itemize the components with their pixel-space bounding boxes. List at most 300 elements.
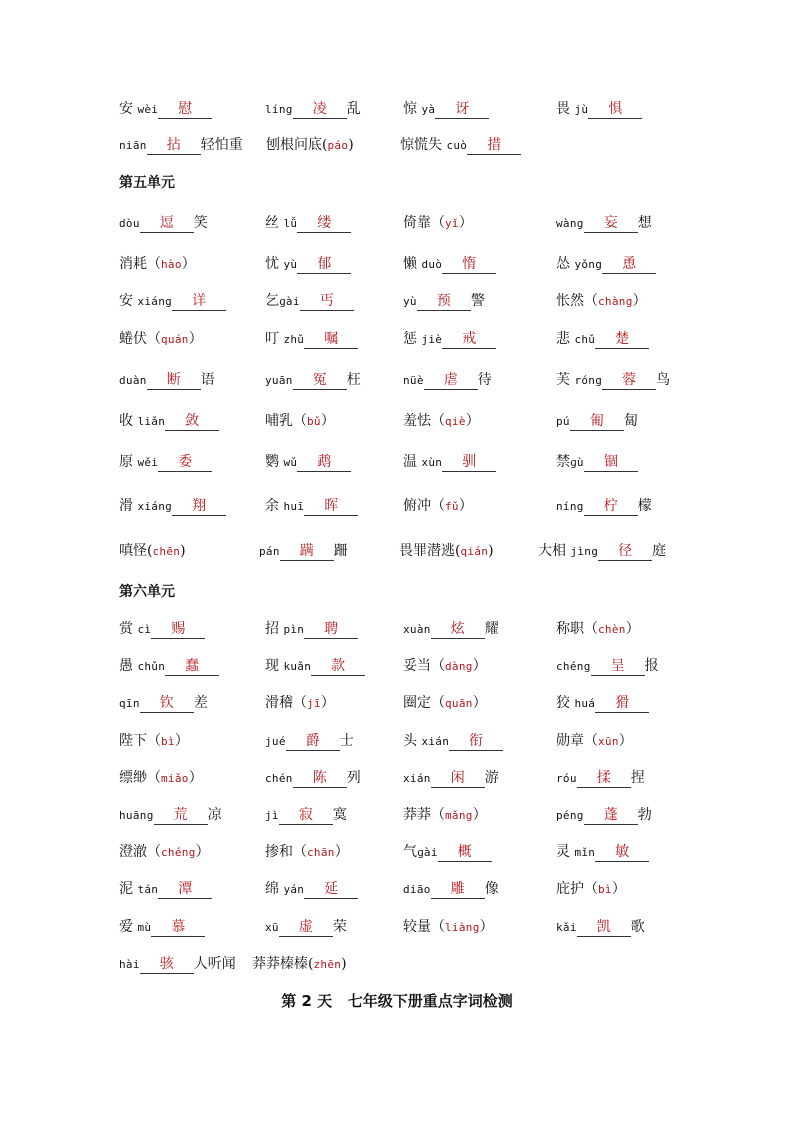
vocab-prefix: 畏: [556, 101, 575, 117]
pinyin: jué: [265, 735, 286, 748]
pinyin: péng: [556, 809, 584, 822]
pinyin: mǎng: [445, 809, 473, 822]
answer-blank: 丐: [300, 293, 354, 311]
vocab-prefix: 现: [265, 658, 284, 674]
pinyin: bǔ: [307, 415, 321, 428]
vocab-item: [556, 767, 645, 790]
vocab-item: [403, 841, 492, 864]
answer-blank: 蓉: [602, 372, 656, 390]
vocab-prefix: 羞怯（: [403, 413, 445, 429]
vocab-suffix: 像: [484, 881, 499, 897]
pinyin: yǒng: [574, 258, 603, 271]
vocab-item: [119, 451, 212, 474]
vocab-suffix: 人听闻: [193, 956, 236, 972]
vocab-prefix: 安: [119, 293, 138, 309]
vocab-suffix: 笑: [193, 215, 208, 231]
pinyin: páo: [327, 139, 349, 152]
pinyin: hài: [119, 958, 140, 971]
vocab-prefix: 原: [119, 454, 138, 470]
pinyin: yán: [283, 883, 305, 896]
vocab-suffix: 乱: [346, 101, 361, 117]
answer-blank: 炫: [431, 621, 485, 639]
vocab-prefix: 嗔怪(: [119, 543, 153, 559]
vocab-item: [119, 134, 243, 157]
vocab-suffix: 游: [484, 770, 499, 786]
vocab-item: [556, 916, 645, 939]
pinyin: jù: [574, 103, 589, 116]
vocab-item: [556, 655, 659, 678]
vocab-item: [556, 730, 633, 753]
vocab-row: [0, 953, 794, 975]
vocab-item: [556, 98, 642, 121]
vocab-suffix: 檬: [637, 498, 652, 514]
pinyin: niān: [119, 139, 147, 152]
vocab-prefix: 丝: [265, 215, 284, 231]
vocab-item: [119, 212, 208, 235]
vocab-prefix: 滑: [119, 498, 138, 514]
vocab-suffix: 待: [477, 372, 492, 388]
vocab-prefix: 愚: [119, 658, 138, 674]
vocab-item: [265, 212, 351, 235]
vocab-suffix: ）: [632, 293, 647, 309]
vocab-item: [556, 692, 649, 715]
pinyin: xuàn: [403, 623, 431, 636]
vocab-suffix: 鸟: [656, 372, 671, 388]
pinyin: wǔ: [283, 456, 298, 469]
vocab-item: [252, 953, 347, 976]
pinyin: qīn: [119, 697, 140, 710]
pinyin: fǔ: [445, 500, 459, 513]
page-footer-title: 第 2 天 七年级下册重点字词检测: [281, 992, 513, 1010]
answer-blank: 径: [598, 543, 652, 561]
answer-blank: 潭: [158, 881, 212, 899]
answer-blank: 详: [172, 293, 226, 311]
pinyin: wàng: [556, 217, 584, 230]
vocab-item: [556, 253, 656, 276]
answer-blank: 呈: [591, 658, 645, 676]
vocab-prefix: 庇护（: [556, 881, 598, 897]
answer-blank: 委: [158, 454, 212, 472]
pinyin: pú: [556, 415, 570, 428]
vocab-item: [403, 692, 487, 715]
vocab-item: [556, 804, 652, 827]
vocab-item: [265, 767, 361, 790]
pinyin: ɡài: [279, 295, 300, 308]
answer-blank: 措: [467, 137, 521, 155]
answer-blank: 慰: [158, 101, 212, 119]
answer-blank: 衔: [449, 733, 503, 751]
vocab-row: [0, 410, 794, 432]
vocab-suffix: ）: [195, 844, 210, 860]
vocab-suffix: 报: [644, 658, 659, 674]
vocab-item: [538, 540, 666, 563]
answer-blank: 翔: [172, 498, 226, 516]
vocab-suffix: 轻怕重: [200, 137, 243, 153]
answer-blank: 锢: [584, 454, 638, 472]
vocab-item: [265, 253, 351, 276]
vocab-item: [265, 98, 361, 121]
vocab-prefix: 哺乳（: [265, 413, 307, 429]
pinyin: kuǎn: [283, 660, 312, 673]
vocab-suffix: 勃: [637, 807, 652, 823]
pinyin: quán: [161, 333, 189, 346]
vocab-item: [265, 692, 335, 715]
vocab-item: [119, 804, 222, 827]
vocab-row: [0, 212, 794, 234]
pinyin: pìn: [283, 623, 305, 636]
pinyin: yù: [283, 258, 298, 271]
vocab-item: [265, 804, 347, 827]
answer-blank: 钦: [140, 695, 194, 713]
pinyin: liǎn: [137, 415, 166, 428]
vocab-prefix: 勋章（: [556, 733, 598, 749]
vocab-suffix: 语: [200, 372, 215, 388]
pinyin: xùn: [421, 456, 443, 469]
vocab-item: [556, 369, 670, 392]
vocab-item: [556, 451, 638, 474]
vocab-suffix: ）: [472, 658, 487, 674]
pinyin: xūn: [598, 735, 619, 748]
answer-blank: 延: [304, 881, 358, 899]
vocab-item: [119, 369, 215, 392]
pinyin: tán: [137, 883, 159, 896]
answer-blank: 赐: [151, 621, 205, 639]
vocab-prefix: 刨根问底(: [266, 137, 328, 153]
answer-blank: 慕: [151, 919, 205, 937]
vocab-prefix: 大相: [538, 543, 571, 559]
vocab-suffix: 枉: [346, 372, 361, 388]
vocab-item: [119, 253, 196, 276]
vocab-item: [265, 410, 335, 433]
answer-blank: 柠: [584, 498, 638, 516]
pinyin: jī: [307, 697, 321, 710]
vocab-prefix: 乞: [265, 293, 279, 309]
vocab-item: [556, 328, 649, 351]
vocab-prefix: 怅然（: [556, 293, 598, 309]
vocab-prefix: 赏: [119, 621, 138, 637]
vocab-row: [0, 878, 794, 900]
vocab-prefix: 懒: [403, 256, 422, 272]
vocab-suffix: 耀: [484, 621, 499, 637]
answer-blank: 概: [438, 844, 492, 862]
vocab-item: [556, 618, 640, 641]
vocab-row: [0, 495, 794, 517]
pinyin: chéng: [556, 660, 591, 673]
answer-blank: 揉: [577, 770, 631, 788]
pinyin: wěi: [137, 456, 159, 469]
vocab-suffix: ）: [174, 733, 189, 749]
vocab-row: [0, 540, 794, 562]
vocab-suffix: ）: [465, 413, 480, 429]
vocab-suffix: ): [180, 543, 186, 559]
vocab-item: [265, 328, 358, 351]
vocab-suffix: 匐: [623, 413, 638, 429]
vocab-row: [0, 841, 794, 863]
vocab-item: [400, 134, 521, 157]
vocab-suffix: ）: [611, 881, 626, 897]
answer-blank: 爵: [286, 733, 340, 751]
vocab-suffix: ）: [188, 331, 203, 347]
vocab-suffix: 荣: [332, 919, 347, 935]
answer-blank: 闲: [431, 770, 485, 788]
vocab-prefix: 余: [265, 498, 284, 514]
answer-blank: 蓬: [584, 807, 638, 825]
vocab-item: [119, 767, 203, 790]
vocab-suffix: ）: [472, 807, 487, 823]
vocab-item: [119, 410, 219, 433]
pinyin: yà: [421, 103, 436, 116]
vocab-item: [403, 369, 492, 392]
vocab-prefix: 狡: [556, 695, 575, 711]
vocab-item: [403, 804, 487, 827]
vocab-prefix: 蜷伏（: [119, 331, 161, 347]
vocab-suffix: 凉: [207, 807, 222, 823]
pinyin: duò: [421, 258, 443, 271]
pinyin: bì: [598, 883, 612, 896]
pinyin: xiáng: [137, 295, 173, 308]
vocab-row: [0, 916, 794, 938]
pinyin: ɡù: [570, 456, 584, 469]
pinyin: cuò: [446, 139, 468, 152]
pinyin: chēn: [152, 545, 181, 558]
vocab-item: [265, 495, 358, 518]
vocab-item: [403, 253, 496, 276]
vocab-prefix: 绵: [265, 881, 284, 897]
answer-blank: 寂: [279, 807, 333, 825]
vocab-item: [265, 916, 347, 939]
vocab-item: [119, 98, 212, 121]
pinyin: róu: [556, 772, 577, 785]
vocab-prefix: 滑稽（: [265, 695, 307, 711]
pinyin: yù: [403, 295, 417, 308]
pinyin: chǔn: [137, 660, 166, 673]
pinyin: dòu: [119, 217, 140, 230]
answer-blank: 讶: [435, 101, 489, 119]
vocab-item: [119, 953, 236, 976]
vocab-prefix: 掺和（: [265, 844, 307, 860]
vocab-suffix: 庭: [652, 543, 667, 559]
pinyin: huá: [574, 697, 596, 710]
pinyin: huī: [283, 500, 305, 513]
vocab-row: [0, 98, 794, 120]
pinyin: róng: [574, 374, 603, 387]
pinyin: miǎo: [161, 772, 189, 785]
vocab-prefix: 头: [403, 733, 422, 749]
vocab-prefix: 收: [119, 413, 138, 429]
answer-blank: 楚: [595, 331, 649, 349]
pinyin: pán: [259, 545, 280, 558]
pinyin: xū: [265, 921, 279, 934]
pinyin: dàng: [445, 660, 473, 673]
answer-blank: 匍: [570, 413, 624, 431]
answer-blank: 戒: [442, 331, 496, 349]
vocab-item: [403, 618, 499, 641]
answer-blank: 惧: [588, 101, 642, 119]
pinyin: zhǔ: [283, 333, 305, 346]
vocab-item: [119, 916, 205, 939]
vocab-suffix: ）: [458, 215, 473, 231]
unit-heading: 第五单元: [119, 175, 175, 191]
answer-blank: 蠢: [165, 658, 219, 676]
vocab-row: [0, 134, 794, 156]
vocab-item: [265, 878, 358, 901]
pinyin: ɡài: [417, 846, 438, 859]
vocab-prefix: 莽莽（: [403, 807, 445, 823]
answer-blank: 款: [311, 658, 365, 676]
pinyin: liàng: [445, 921, 480, 934]
vocab-item: [556, 495, 652, 518]
answer-blank: 恿: [602, 256, 656, 274]
vocab-prefix: 倚靠（: [403, 215, 445, 231]
pinyin: chàng: [598, 295, 633, 308]
answer-blank: 惰: [442, 256, 496, 274]
vocab-suffix: ）: [458, 498, 473, 514]
answer-blank: 预: [417, 293, 471, 311]
answer-blank: 敏: [595, 844, 649, 862]
answer-blank: 敛: [165, 413, 219, 431]
vocab-prefix: 气: [403, 844, 417, 860]
vocab-prefix: 爱: [119, 919, 138, 935]
vocab-item: [119, 878, 212, 901]
vocab-prefix: 灵: [556, 844, 575, 860]
answer-blank: 雕: [431, 881, 485, 899]
answer-blank: 荒: [154, 807, 208, 825]
vocab-suffix: ）: [618, 733, 633, 749]
pinyin: wèi: [137, 103, 159, 116]
vocab-prefix: 妥当（: [403, 658, 445, 674]
vocab-item: [119, 841, 210, 864]
vocab-prefix: 禁: [556, 454, 570, 470]
answer-blank: 猾: [595, 695, 649, 713]
vocab-prefix: 叮: [265, 331, 284, 347]
vocab-item: [119, 730, 189, 753]
pinyin: nüè: [403, 374, 424, 387]
answer-blank: 鹉: [297, 454, 351, 472]
pinyin: líng: [265, 103, 293, 116]
vocab-item: [403, 212, 473, 235]
pinyin: chǔ: [574, 333, 596, 346]
vocab-row: [0, 692, 794, 714]
answer-blank: 驯: [442, 454, 496, 472]
vocab-item: [403, 730, 503, 753]
vocab-prefix: 陛下（: [119, 733, 161, 749]
answer-blank: 虚: [279, 919, 333, 937]
answer-blank: 凯: [577, 919, 631, 937]
vocab-item: [265, 451, 351, 474]
vocab-item: [265, 618, 358, 641]
vocab-row: [0, 655, 794, 677]
vocab-prefix: 消耗（: [119, 256, 161, 272]
answer-blank: 晖: [304, 498, 358, 516]
vocab-item: [556, 290, 647, 313]
vocab-prefix: 惩: [403, 331, 422, 347]
answer-blank: 妄: [584, 215, 638, 233]
vocab-prefix: 鹦: [265, 454, 284, 470]
vocab-row: [0, 253, 794, 275]
vocab-item: [403, 767, 499, 790]
pinyin: xián: [403, 772, 431, 785]
pinyin: jì: [265, 809, 279, 822]
pinyin: lǚ: [283, 217, 298, 230]
vocab-item: [265, 730, 354, 753]
vocab-item: [403, 495, 473, 518]
vocab-item: [556, 212, 652, 235]
answer-blank: 拈: [147, 137, 201, 155]
vocab-suffix: ）: [334, 844, 349, 860]
pinyin: diāo: [403, 883, 431, 896]
vocab-suffix: 差: [193, 695, 208, 711]
vocab-suffix: 捏: [630, 770, 645, 786]
vocab-prefix: 畏罪潜逃(: [399, 543, 461, 559]
pinyin: cì: [137, 623, 152, 636]
pinyin: hào: [161, 258, 182, 271]
pinyin: jiè: [421, 333, 443, 346]
vocab-item: [556, 841, 649, 864]
vocab-item: [119, 495, 226, 518]
vocab-prefix: 较量（: [403, 919, 445, 935]
vocab-prefix: 泥: [119, 881, 138, 897]
vocab-suffix: 士: [339, 733, 354, 749]
pinyin: jìng: [570, 545, 599, 558]
vocab-suffix: ）: [181, 256, 196, 272]
pinyin: yuān: [265, 374, 293, 387]
vocab-item: [119, 692, 208, 715]
vocab-item: [403, 328, 496, 351]
vocab-suffix: ）: [188, 770, 203, 786]
pinyin: níng: [556, 500, 584, 513]
vocab-item: [119, 540, 186, 563]
vocab-item: [265, 655, 365, 678]
pinyin: mù: [137, 921, 152, 934]
pinyin: huāng: [119, 809, 154, 822]
vocab-item: [399, 540, 494, 563]
answer-blank: 凌: [293, 101, 347, 119]
pinyin: chān: [307, 846, 335, 859]
answer-blank: 聘: [304, 621, 358, 639]
vocab-suffix: ）: [479, 919, 494, 935]
answer-blank: 逗: [140, 215, 194, 233]
vocab-row: [0, 369, 794, 391]
vocab-item: [265, 369, 361, 392]
unit-heading: 第六单元: [119, 584, 175, 600]
answer-blank: 冤: [293, 372, 347, 390]
vocab-item: [119, 655, 219, 678]
pinyin: xián: [421, 735, 450, 748]
pinyin: zhēn: [313, 958, 342, 971]
pinyin: mǐn: [574, 846, 596, 859]
pinyin: yǐ: [445, 217, 459, 230]
vocab-prefix: 忧: [265, 256, 284, 272]
pinyin: quān: [445, 697, 473, 710]
vocab-prefix: 怂: [556, 256, 575, 272]
vocab-item: [403, 655, 487, 678]
vocab-row: [0, 730, 794, 752]
vocab-item: [556, 410, 638, 433]
vocab-prefix: 芙: [556, 372, 575, 388]
vocab-prefix: 招: [265, 621, 284, 637]
vocab-row: [0, 451, 794, 473]
answer-blank: 嘱: [304, 331, 358, 349]
vocab-item: [265, 290, 354, 313]
pinyin: qiè: [445, 415, 466, 428]
pinyin: chén: [265, 772, 293, 785]
vocab-item: [119, 328, 203, 351]
vocab-prefix: 澄澈（: [119, 844, 161, 860]
vocab-item: [259, 540, 348, 563]
answer-blank: 断: [147, 372, 201, 390]
answer-blank: 陈: [293, 770, 347, 788]
vocab-item: [403, 916, 494, 939]
